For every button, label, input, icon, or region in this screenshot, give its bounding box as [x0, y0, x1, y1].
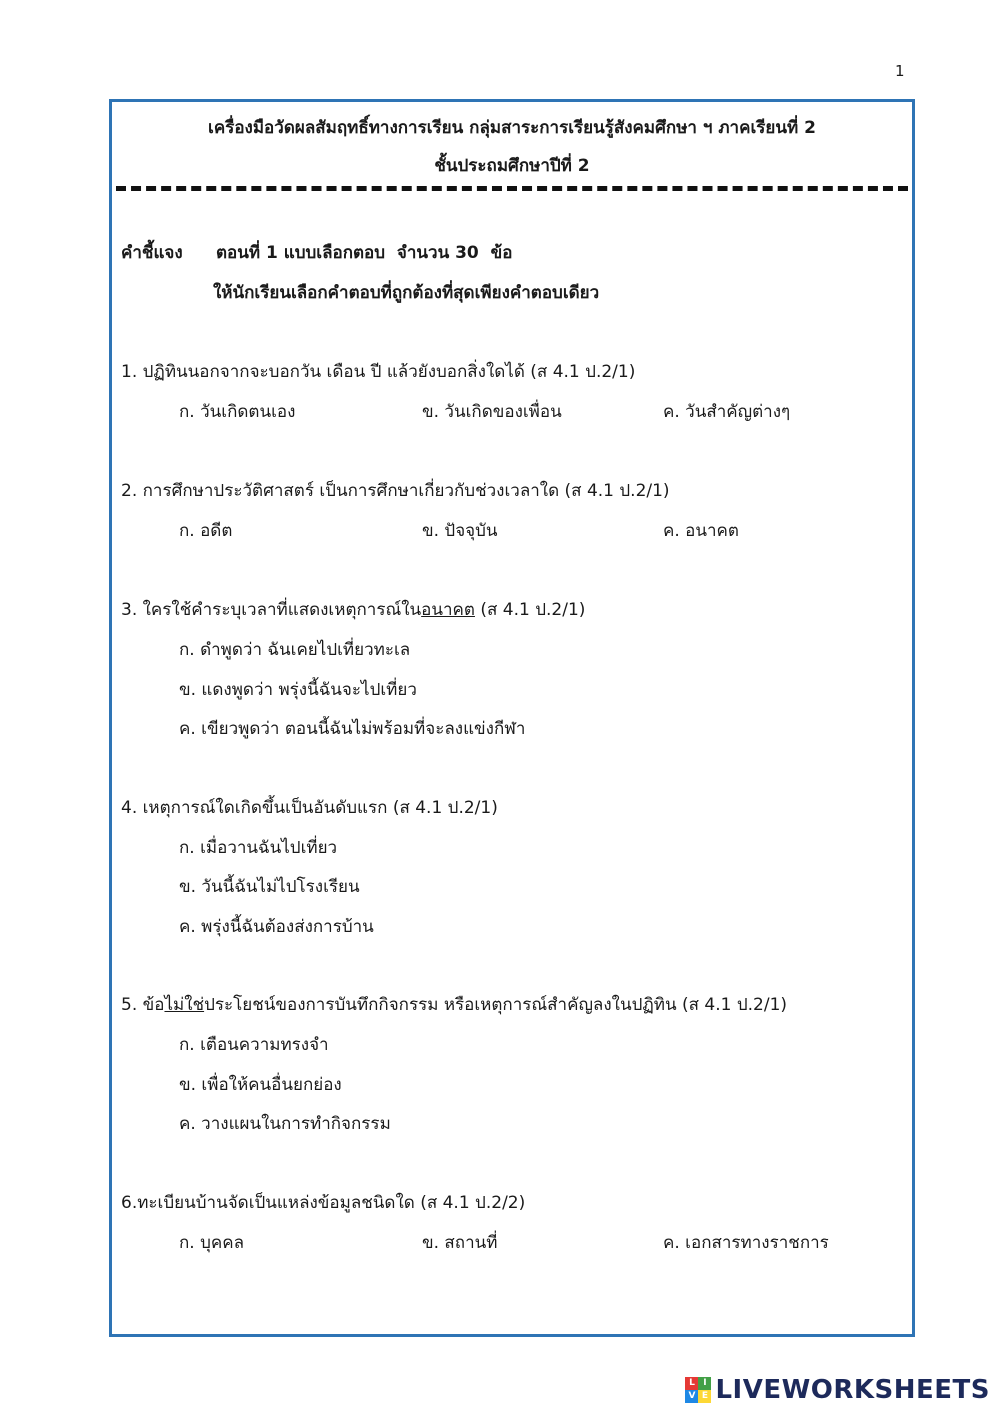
- q2-option-b[interactable]: ข. ปัจจุบัน: [422, 521, 498, 541]
- q2-option-c[interactable]: ค. อนาคต: [663, 521, 739, 541]
- q1-option-a[interactable]: ก. วันเกิดตนเอง: [179, 402, 296, 422]
- liveworksheets-icon: L I V E: [685, 1377, 711, 1403]
- q3-option-b[interactable]: ข. แดงพูดว่า พรุ่งนี้ฉันจะไปเที่ยว: [179, 680, 417, 700]
- q5-option-b[interactable]: ข. เพื่อให้คนอื่นยกย่อง: [179, 1075, 342, 1095]
- question-6: 6.ทะเบียนบ้านจัดเป็นแหล่งข้อมูลชนิดใด (ส 4.1 ป.2/2): [121, 1193, 526, 1213]
- question-1: 1. ปฏิทินนอกจากจะบอกวัน เดือน ปี แล้วยังบอกสิ่งใดได้ (ส 4.1 ป.2/1): [121, 362, 636, 382]
- liveworksheets-wordmark: LIVEWORKSHEETS: [715, 1375, 990, 1405]
- q3-underlined-word: อนาคต: [421, 600, 475, 620]
- q5-option-c[interactable]: ค. วางแผนในการทำกิจกรรม: [179, 1114, 391, 1134]
- q5-text-before: 5. ข้อ: [121, 995, 165, 1015]
- question-2: 2. การศึกษาประวัติศาสตร์ เป็นการศึกษาเกี่ยวกับช่วงเวลาใด (ส 4.1 ป.2/1): [121, 481, 670, 501]
- q4-option-b[interactable]: ข. วันนี้ฉันไม่ไปโรงเรียน: [179, 877, 360, 897]
- q6-option-b[interactable]: ข. สถานที่: [422, 1233, 498, 1253]
- q5-underlined-word: ไม่ใช่: [164, 995, 205, 1015]
- instructions-part: ตอนที่ 1 แบบเลือกตอบ จำนวน 30 ข้อ: [216, 243, 513, 263]
- q3-text-before: 3. ใครใช้คำระบุเวลาที่แสดงเหตุการณ์ใน: [121, 600, 422, 620]
- question-3: [121, 596, 585, 623]
- header-divider: [116, 186, 908, 191]
- q3-text-after: (ส 4.1 ป.2/1): [474, 600, 586, 620]
- question-4: 4. เหตุการณ์ใดเกิดขึ้นเป็นอันดับแรก (ส 4.1 ป.2/1): [121, 798, 498, 818]
- q4-option-c[interactable]: ค. พรุ่งนี้ฉันต้องส่งการบ้าน: [179, 917, 374, 937]
- q5-option-a[interactable]: ก. เตือนความทรงจำ: [179, 1035, 329, 1055]
- q5-text-after: ประโยชน์ของการบันทึกกิจกรรม หรือเหตุการณ์สำคัญลงในปฏิทิน (ส 4.1 ป.2/1): [204, 995, 788, 1015]
- question-5: [121, 991, 787, 1018]
- q3-option-a[interactable]: ก. ดำพูดว่า ฉันเคยไปเที่ยวทะเล: [179, 640, 411, 660]
- instructions-detail: ให้นักเรียนเลือกคำตอบที่ถูกต้องที่สุดเพียงคำตอบเดียว: [213, 283, 600, 303]
- q4-option-a[interactable]: ก. เมื่อวานฉันไปเที่ยว: [179, 838, 338, 858]
- q3-option-c[interactable]: ค. เขียวพูดว่า ตอนนี้ฉันไม่พร้อมที่จะลงแข่งกีฬา: [179, 719, 526, 739]
- q6-option-a[interactable]: ก. บุคคล: [179, 1233, 245, 1253]
- q6-option-c[interactable]: ค. เอกสารทางราชการ: [663, 1233, 829, 1253]
- q1-option-b[interactable]: ข. วันเกิดของเพื่อน: [422, 402, 562, 422]
- q1-option-c[interactable]: ค. วันสำคัญต่างๆ: [663, 402, 791, 422]
- header-title: เครื่องมือวัดผลสัมฤทธิ์ทางการเรียน กลุ่มสาระการเรียนรู้สังคมศึกษา ฯ ภาคเรียนที่ 2: [208, 118, 816, 138]
- q2-option-a[interactable]: ก. อดีต: [179, 521, 233, 541]
- instructions-label: คำชี้แจง: [121, 243, 183, 263]
- header-grade: ชั้นประถมศึกษาปีที่ 2: [434, 156, 590, 176]
- page-number: 1: [895, 62, 905, 80]
- worksheet-frame: [109, 99, 915, 1337]
- liveworksheets-logo[interactable]: [685, 1373, 990, 1407]
